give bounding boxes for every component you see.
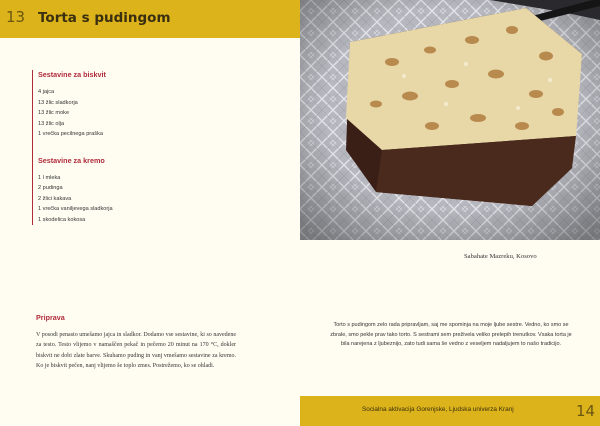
- method-block: [36, 313, 236, 372]
- ingredient-item: 13 žlic olja: [38, 120, 65, 127]
- ingredient-item: 2 pudinga: [38, 185, 63, 191]
- ingredient-item: 2 žlici kakava: [38, 195, 72, 202]
- cake-photo: [300, 0, 600, 240]
- photo-caption: Sabahate Mazreku, Kosovo: [464, 253, 537, 260]
- section-heading-krema: Sestavine za kremo: [38, 155, 105, 165]
- footer-text: Socialna aktivacija Gorenjske, Ljudska univerza Kranj: [362, 406, 514, 413]
- page-number-right: 14: [576, 402, 596, 420]
- method-heading: Priprava: [36, 313, 65, 322]
- ingredient-item: 13 žlic sladkorja: [38, 99, 78, 106]
- ingredient-item: 4 jajca: [38, 89, 55, 95]
- ingredient-item: 1 vrečka vaniljevega sladkorja: [38, 206, 113, 212]
- section-heading-biskvit: Sestavine za biskvit: [38, 70, 106, 79]
- story-text: Torto s pudingom zelo rada pripravljam, saj me spominja na moje ljube sestre. Vedno, ko smo se zbrale, smo pekle prav tako torto. S sestrami sem preživela veliko prelepih trenutkov. Vsaka torta je bila narejena z ljubeznijo, zato tudi sama še vedno z veseljem nadaljujem to našo tradicijo.: [330, 322, 572, 348]
- page-number-left: 13: [6, 8, 26, 26]
- ingredient-item: 1 vrečka pecilnega praška: [38, 131, 103, 137]
- ingredient-item: 1 l mleka: [38, 174, 61, 181]
- ingredient-item: 1 skodelica kokosa: [38, 216, 86, 223]
- ingredient-list-krema: [38, 173, 178, 226]
- recipe-title: Torta s pudingom: [38, 10, 171, 26]
- ingredient-list-biskvit: [38, 87, 178, 140]
- method-text: V posodi penasto umešamo jajca in sladkor. Dodamo vse sestavine, ki so navedene za testo. Testo vlijemo v namaščen pekač in pečemo 20 minut na 170 °C, dokler biskvit ne dobi zlate barve. Skuhamo puding in vanj vmešamo sestavine za kremo. Ko je biskvit pečen, nanj vlijemo še toplo zmes. Postrežemo, ko se ohladi.: [36, 332, 236, 370]
- ingredient-item: 13 žlic moke: [38, 110, 70, 116]
- ingredients-block: [32, 70, 178, 225]
